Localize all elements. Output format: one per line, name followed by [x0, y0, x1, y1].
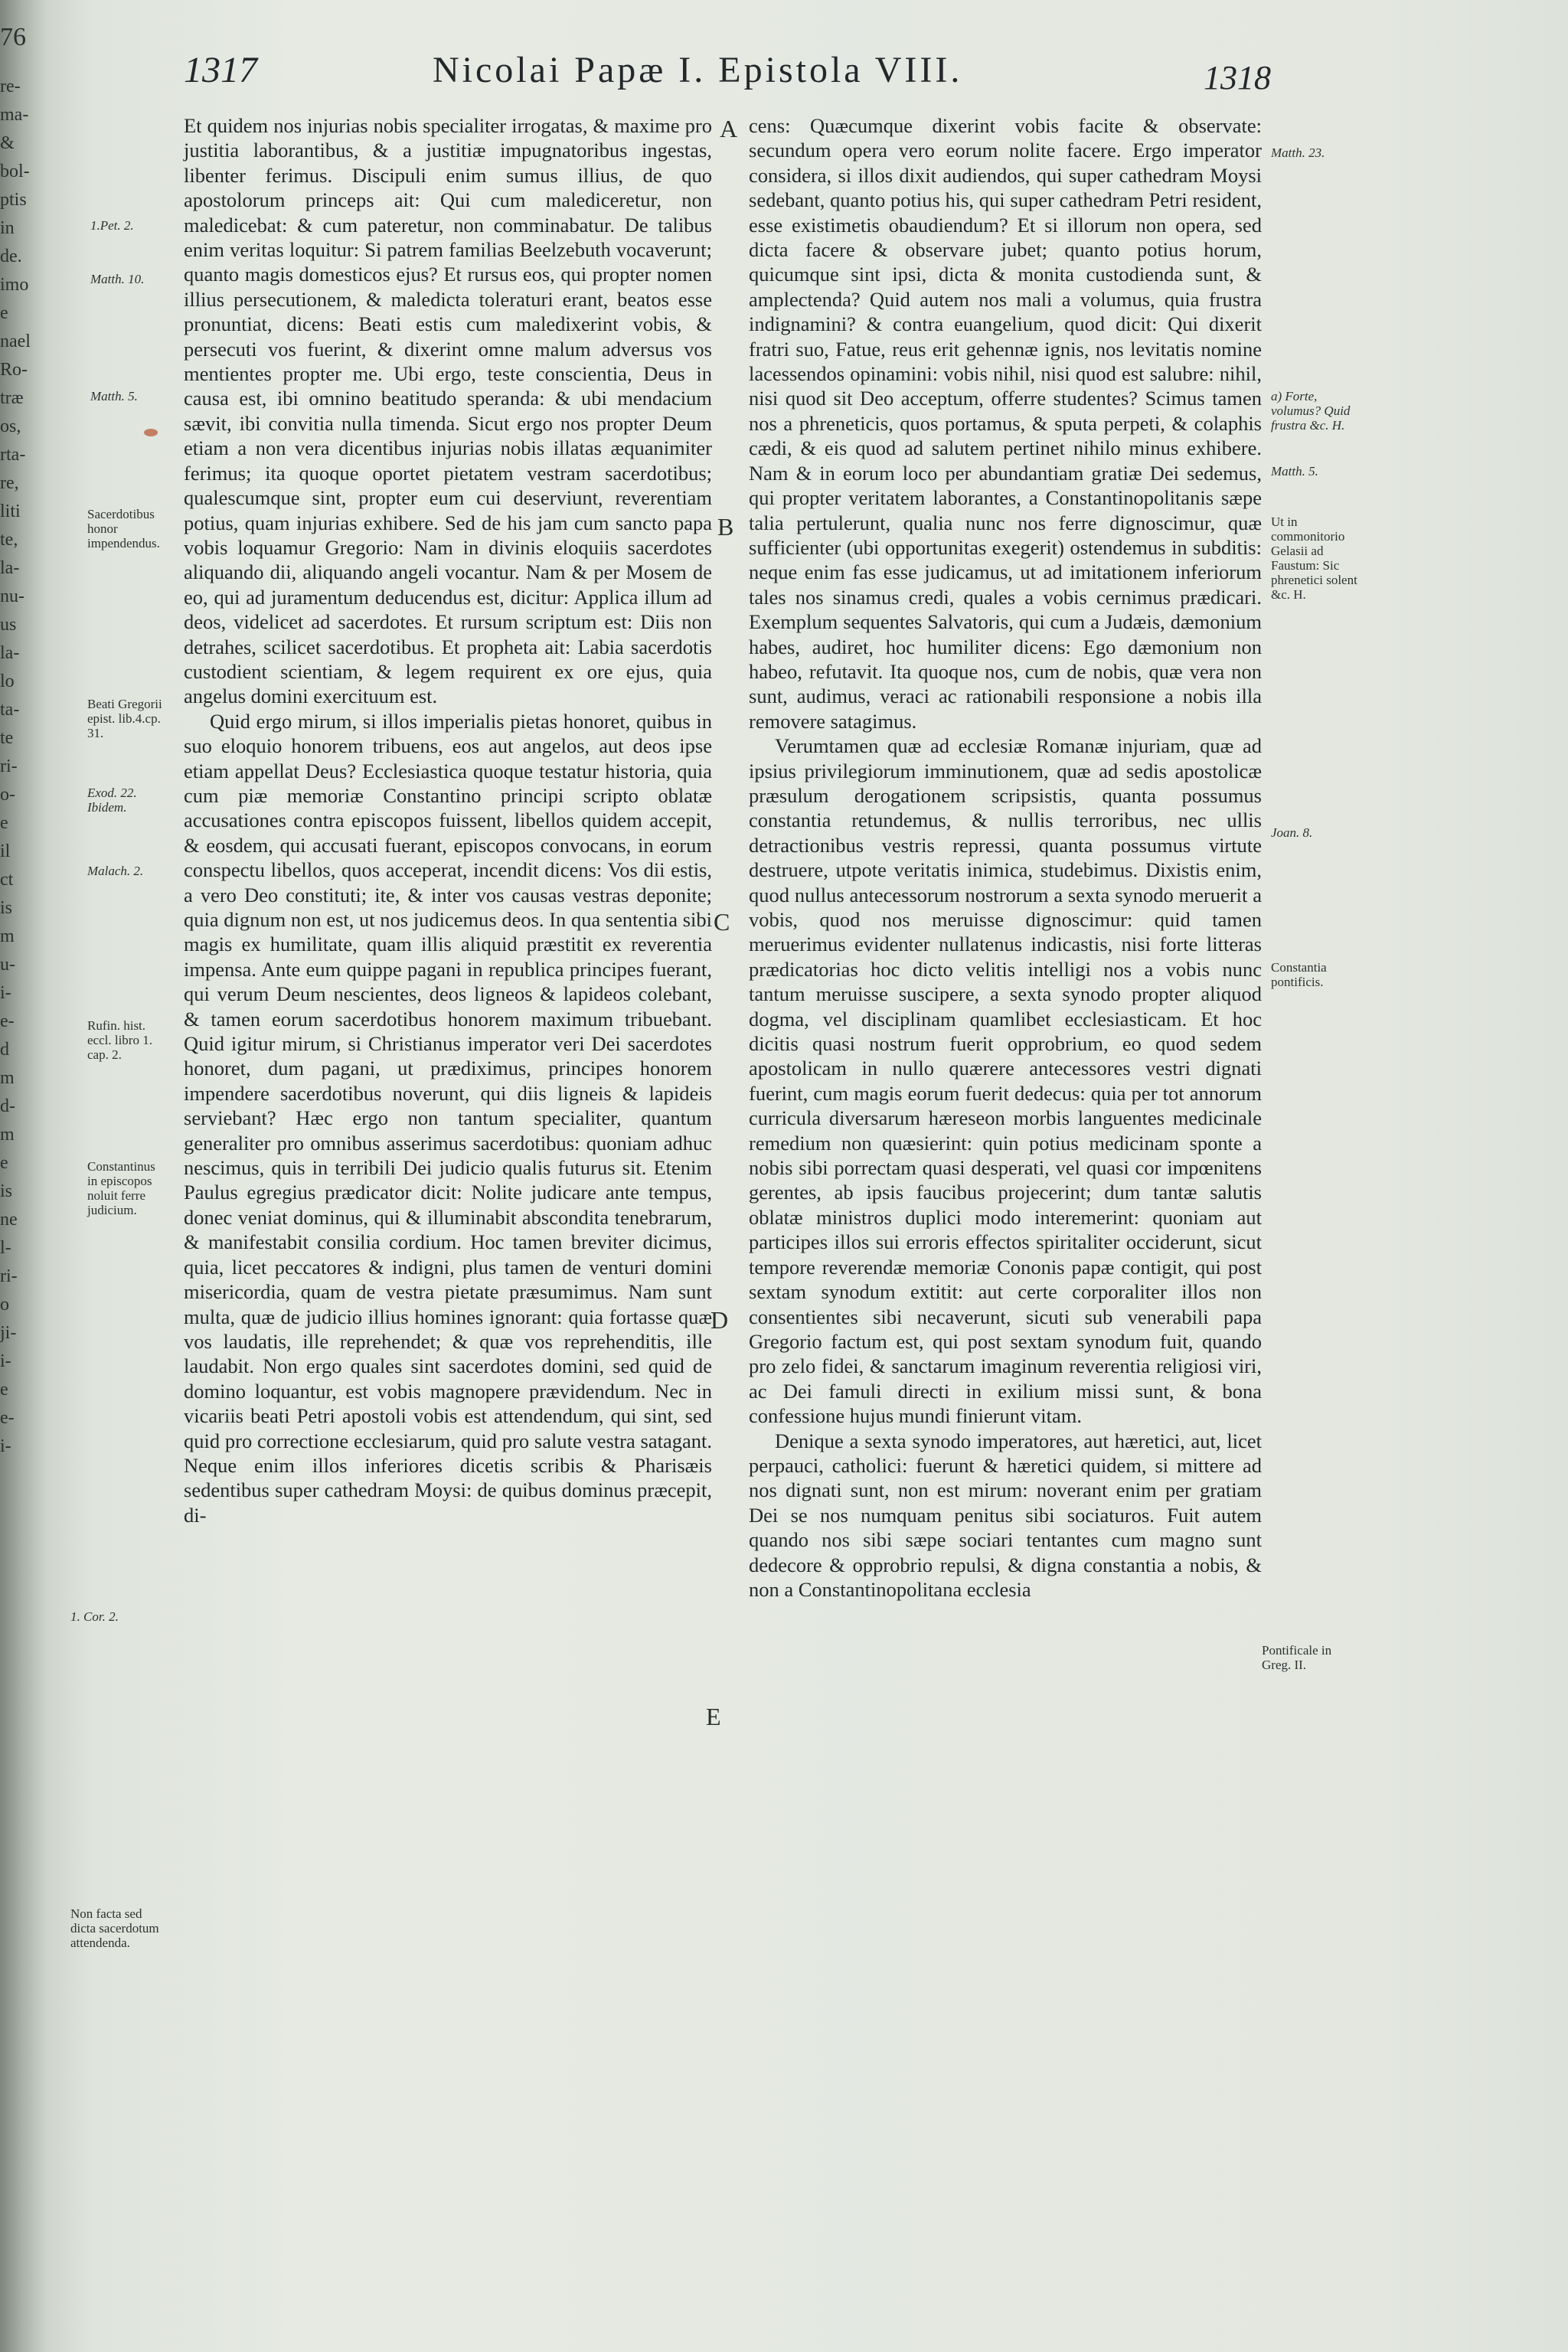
- spine-fragment: i-: [0, 983, 11, 1003]
- margin-note-left: Matth. 5.: [90, 389, 138, 403]
- paragraph: Verumtamen quæ ad ecclesiæ Romanæ injuriam, quæ ad ipsius privilegiorum imminutionem, quæ ad sedis apostolicæ præsulum derogationem scripsistis, quanta possumus constantia retundemus, & nullis terroribus, nec ullis detractionibus vestris repressi, quanta possumus virtute destruere, utpote veritatis inimica, studebimus. Dixistis enim, quod nullus antecessorum nostrorum a sexta synodo meruerit a vobis, quod nos meruisse dignoscimur: quid tamen meruerimus evidenter nullatenus indicastis, nisi forte litteras prædicatorias hoc dicto velitis intelligi nos a vobis nunc tantum meruisse suscipere, a sexta synodo propter aliquod dogma, vel disciplinam quamlibet ecclesiasticam. Et hoc dicitis quasi nostrum fuerit opprobrium, eo quod sedem apostolicam in nullo quærere antecessores vestri dignati fuerint, cum magis eorum fuerit dedecus: quia per tot annorum curricula diversarum hæreseon morbis languentes medicinale remedium non quæsierint: quin potius medicinam sponte a nobis sibi porrectam quasi desperati, vel quasi cor impœnitens gerentes, ab ipsis faucibus projecerint; dum tantæ salutis oblatæ ministros duplici modo interemerint: quoniam aut participes illos sui erroris effectos spiritaliter occiderunt, sicut tempore reverendæ memoriæ Cononis papæ contigit, qui post sextam synodum extitit: aut certe corporaliter illos non consentientes sibi necaverunt, sicuti sub venerabili papa Gregorio factum est, qui post sextam synodum fuit, quando pro zelo fidei, & sanctarum imaginum reverentia religiosi viri, ac Dei famuli directi in exilium missi sunt, & bona confessione hujus mundi finierunt vitam.: [749, 734, 1262, 1428]
- spine-fragment: liti: [0, 501, 21, 521]
- spine-fragment: ptis: [0, 190, 27, 210]
- spine-fragment: il: [0, 841, 11, 861]
- section-mark-c: C: [714, 908, 730, 936]
- margin-note-right: Ut in commonitorio Gelasii ad Faustum: Sic phrenetici solent &c. H.: [1271, 514, 1357, 602]
- spine-fragment: in: [0, 218, 15, 238]
- margin-note-right: Joan. 8.: [1271, 825, 1313, 840]
- spine-fragment: la-: [0, 558, 20, 578]
- spine-page-number: 76: [0, 23, 26, 51]
- spine-fragment: te: [0, 728, 14, 748]
- spine-fragment: Ro-: [0, 360, 28, 380]
- spine-fragment: e: [0, 1153, 8, 1173]
- page-header: [184, 49, 1271, 103]
- spine-fragment: ct: [0, 870, 14, 890]
- spine-fragment: imo: [0, 275, 29, 295]
- margin-note-left: Sacerdotibus honor impendendus.: [87, 507, 160, 550]
- spine-text-fragments: [0, 73, 46, 1461]
- spine-fragment: o: [0, 1295, 9, 1315]
- margin-note-left: Beati Gregorii epist. lib.4.cp. 31.: [87, 697, 162, 740]
- spine-fragment: e: [0, 813, 8, 833]
- spine-fragment: ma-: [0, 105, 29, 125]
- margin-note-left: Rufin. hist. eccl. libro 1. cap. 2.: [87, 1018, 152, 1062]
- spine-fragment: os,: [0, 416, 21, 436]
- spine-fragment: ji-: [0, 1323, 17, 1343]
- spine-fragment: is: [0, 898, 13, 918]
- spine-fragment: rta-: [0, 445, 26, 465]
- ink-smudge: [144, 429, 158, 436]
- spine-fragment: l-: [0, 1238, 11, 1258]
- text-column-left: [184, 113, 712, 1527]
- spine-fragment: re-: [0, 77, 21, 96]
- margin-note-right: Matth. 23.: [1271, 145, 1325, 160]
- margin-note-right: Matth. 5.: [1271, 464, 1318, 479]
- section-mark-b: B: [717, 513, 734, 541]
- section-mark-e: E: [706, 1703, 721, 1730]
- margin-note-left: Malach. 2.: [87, 864, 144, 878]
- spine-fragment: te,: [0, 530, 18, 550]
- margin-note-left: 1.Pet. 2.: [90, 218, 134, 233]
- spine-fragment: i-: [0, 1436, 11, 1456]
- spine-fragment: re,: [0, 473, 19, 493]
- paragraph: Quid ergo mirum, si illos imperialis pietas honoret, quibus in suo eloquio honorem tribuens, eos aut angelos, aut deos ipse etiam appellat Deus? Ecclesiastica quoque testatur historia, quia cum piæ memoriæ Constantino principi scripto oblatæ accusationes contra episcopos fuissent, libellos quidem accepit, & eosdem, qui accusati fuerant, episcopos convocans, in eorum conspectu libellos, quos acceperat, incendit dicens: Vos dii estis, a vero Deo constituti; ite, & inter vos causas vestras deponite; quia dignum non est, ut nos judicemus deos. In qua sententia sibi magis ex humilitate, quam illis aliquid præstitit ex reverentia impensa. Ante eum quippe pagani in republica principes fuerant, qui verum Deum nescientes, deos ligneos & lapideos colebant, & tamen eorum sacerdotibus honorem maximum tribuebant. Quid igitur mirum, si Christianus imperator veri Dei sacerdotes honoret, dum pagani, ut prædiximus, principes honorem impendere sacerdotibus noverunt, qui diis ligneis & lapideis serviebant? Hæc ergo non tantum specialiter, quantum generaliter pro omnibus asserimus sacerdotibus: quoniam adhuc nescimus, quis in terribili Dei judicio qualis futurus sit. Etenim Paulus egregius prædicator dicit: Nolite judicare ante tempus, donec veniat dominus, qui & illuminabit abscondita tenebrarum, & manifestabit consilia cordium. Hoc tamen breviter dicimus, quia, licet peccatores & indigni, plus tamen de venturi domini misericordia, quam de vestra pietate præsumimus. Nam sunt multa, quæ de judicio illius homines ignorant: quia fortasse quæ vos laudatis, ille reprehendet; & quæ vos reprehenditis, ille laudabit. Non ergo quales sint sacerdotes domini, sed quid de domino loquantur, est vobis magnopere prævidendum. Nec in vicariis beati Petri apostoli vobis est attendendum, qui sint, sed quid pro correctione ecclesiarum, quid pro salute vestra satagant. Neque enim illos inferiores dicetis scribis & Pharisæis sedentibus super cathedram Moysi: de quibus dominus præcepit, di-: [184, 709, 712, 1527]
- margin-note-right: a) Forte, volumus? Quid frustra &c. H.: [1271, 389, 1351, 433]
- margin-note-left: Matth. 10.: [90, 272, 145, 286]
- paragraph: cens: Quæcumque dixerint vobis facite & observate: secundum opera vero eorum nolite facere. Ergo imperator considera, si illos dixit audiendos, qui super cathedram Moysi sedebant, quanto potius his, qui super cathedram Petri resident, esse existimetis obaudiendum? Et si illorum non opera, sed dicta facere & observare jubet; quanto potius horum, quicumque sint ipsi, dicta & monita custodienda sunt, & amplectenda? Quid autem nos mali a volumus, quia frustra indignamini? & contra euangelium, quod dicit: Qui dixerit fratri suo, Fatue, reus erit gehennæ ignis, nos levitatis nomine lacessendos opinamini: vobis nihil, nisi quod est salubre: nihil, nisi quod sit Deo acceptum, offerre studentes? Scimus tamen nos a phreneticis, quos portamus, & sputa perpeti, & colaphis cædi, & eis quod ad salutem pertinet nihilo minus exhibere. Nam & in eorum loco per abundantiam gratiæ Dei sedemus, qui propter veritatem laborantes, a Constantinopolitanis sæpe talia pertulerunt, qualia nunc nos ferre dignoscimur, quæ sufficienter (ubi opportunitas exegerit) ostendemus in subditis: neque enim fas esse judicamus, ut ad imitationem inferiorum tales nos sinamus credi, quales a vobis cernimus prædicari. Exemplum sequentes Salvatoris, qui cum a Judæis, dæmonium habes, audiret, hoc humiliter dicens: Ego dæmonium non habeo, refutavit. Ita quoque nos, cum de nobis, quæ vera non sunt, audimus, veraci ac rationabili responsione a nobis illa removere satagimus.: [749, 114, 1262, 733]
- spine-fragment: bol-: [0, 162, 30, 181]
- spine-fragment: ri-: [0, 756, 18, 776]
- margin-note-right: Constantia pontificis.: [1271, 960, 1327, 989]
- margin-note-left: Non facta sed dicta sacerdotum attendenda.: [70, 1906, 159, 1950]
- spine-fragment: e-: [0, 1011, 15, 1031]
- spine-fragment: la-: [0, 643, 20, 663]
- spine-fragment: us: [0, 615, 17, 635]
- spine-fragment: lo: [0, 671, 15, 691]
- spine-fragment: m: [0, 1125, 15, 1145]
- paragraph: Et quidem nos injurias nobis specialiter irrogatas, & maxime pro justitia laborantibus, & a justitiæ impugnatoribus ingestas, libenter ferimus. Discipuli enim sumus illius, de quo apostolorum princeps ait: Qui cum malediceretur, non maledicebat: & cum pateretur, non comminabatur. De talibus enim veritas loquitur: Si patrem familias Beelzebuth vocaverunt; quanto magis domesticos ejus? Et rursus eos, qui propter nomen illius persecutionem, & maledicta toleraturi erant, beatos esse pronuntiat, dicens: Beati estis cum maledixerint vobis, & persecuti vos fuerint, & dixerint omne malum adversus vos mentientes propter me. Ubi ergo, teste conscientia, Deus in causa est, ibi omnino beatitudo speranda: & ubi mendacium sævit, ibi convitia nulla timenda. Sicut ergo nos propter Deum etiam a non vera dicentibus injurias nobis illatas æquanimiter ferimus; ita quoque oportet pietatem vestram sacerdotibus; qualescumque sint, propter eum cui deserviunt, reverentiam potius, quam injurias exhibere. Sed de his jam cum sancto papa vobis loquamur Gregorio: Nam in divinis eloquiis sacerdotes aliquando dii, aliquando angeli vocantur. Nam & per Mosem de eo, qui ad juramentum deducendus est, dicitur: Applica illum ad deos, videlicet ad sacerdotes. Et rursum scriptum est: Diis non detrahes, scilicet sacerdotibus. Et propheta ait: Labia sacerdotis custodient scientiam, & legem requirent ex ore ejus, quia angelus domini exercituum est.: [184, 114, 712, 708]
- page-number-right: 1318: [1204, 59, 1271, 96]
- spine-fragment: &: [0, 133, 15, 153]
- spine-fragment: træ: [0, 388, 24, 408]
- spine-fragment: d-: [0, 1096, 15, 1116]
- running-title: Nicolai Papæ I. Epistola VIII.: [433, 50, 963, 90]
- spine-fragment: m: [0, 1068, 15, 1088]
- spine-fragment: is: [0, 1181, 13, 1201]
- paragraph: Denique a sexta synodo imperatores, aut hæretici, aut, licet perpauci, catholici: fuerunt & hæretici quidem, si mittere ad nos dignati sunt, non est mirum: noverant enim per gratiam Dei se nos numquam penitus sibi sociaturos. Fuit autem quando nos sibi sæpe sociari tentantes cum magno sunt dedecore & opprobrio repulsi, & digna constantia a nobis, & non a Constantinopolitana ecclesia: [749, 1429, 1262, 1601]
- spine-fragment: e: [0, 303, 8, 323]
- previous-page-edge: [0, 0, 47, 2352]
- spine-fragment: m: [0, 926, 15, 946]
- spine-fragment: e-: [0, 1408, 15, 1428]
- section-mark-a: A: [720, 115, 738, 142]
- spine-fragment: o-: [0, 785, 15, 805]
- spine-fragment: ta-: [0, 700, 20, 720]
- spine-fragment: de.: [0, 247, 22, 266]
- spine-fragment: nu-: [0, 586, 24, 606]
- margin-note-left: Constantinus in episcopos noluit ferre judicium.: [87, 1159, 155, 1217]
- section-mark-d: D: [710, 1306, 729, 1334]
- margin-note-right: Pontificale in Greg. II.: [1262, 1643, 1332, 1672]
- spine-fragment: d: [0, 1040, 9, 1060]
- spine-fragment: ne: [0, 1210, 18, 1230]
- margin-note-left: 1. Cor. 2.: [70, 1609, 119, 1624]
- text-column-right: [749, 113, 1262, 1602]
- margin-note-left: Exod. 22. Ibidem.: [87, 786, 137, 815]
- spine-fragment: u-: [0, 955, 15, 975]
- spine-fragment: nael: [0, 332, 31, 351]
- spine-fragment: e: [0, 1380, 8, 1400]
- page-number-left: 1317: [184, 50, 257, 90]
- spine-fragment: i-: [0, 1351, 11, 1371]
- spine-fragment: ri-: [0, 1266, 18, 1286]
